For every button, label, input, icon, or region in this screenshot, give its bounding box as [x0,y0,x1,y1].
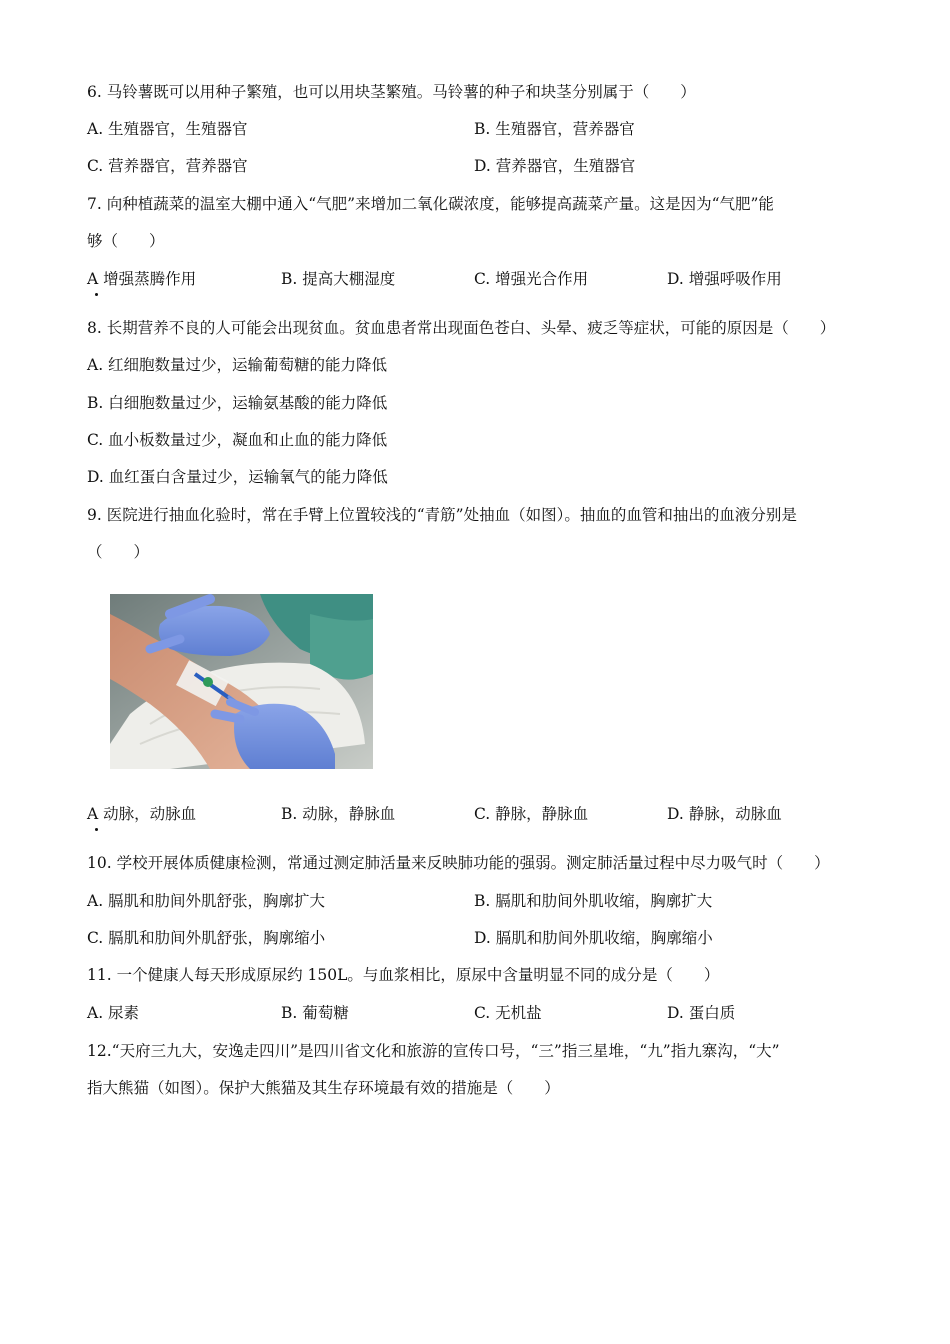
blood-draw-photo [110,594,373,769]
question-6-option-d: D. 营养器官，生殖器官 [474,157,636,175]
question-6-option-c: C. 营养器官，营养器官 [87,157,248,175]
option-dot-mark [95,293,98,296]
question-7-option-d: D. 增强呼吸作用 [667,270,782,288]
question-9-option-b: B. 动脉，静脉血 [281,805,396,823]
question-9-option-c: C. 静脉，静脉血 [474,805,589,823]
question-6-stem: 6. 马铃薯既可以用种子繁殖，也可以用块茎繁殖。马铃薯的种子和块茎分别属于（ ） [87,83,696,101]
question-10-option-b: B. 膈肌和肋间外肌收缩，胸廓扩大 [474,892,713,910]
question-7-stem-line-1: 7. 向种植蔬菜的温室大棚中通入“气肥”来增加二氧化碳浓度，能够提高蔬菜产量。这是因为“气肥”能 [87,195,774,213]
question-10-stem: 10. 学校开展体质健康检测，常通过测定肺活量来反映肺功能的强弱。测定肺活量过程中尽力吸气时（ ） [87,854,830,872]
question-12-stem-line-2: 指大熊猫（如图）。保护大熊猫及其生存环境最有效的措施是（ ） [87,1079,560,1097]
question-6-option-a: A. 生殖器官，生殖器官 [87,120,248,138]
question-10-option-a: A. 膈肌和肋间外肌舒张，胸廓扩大 [87,892,326,910]
question-7-option-b: B. 提高大棚湿度 [281,270,396,288]
question-6-option-b: B. 生殖器官，营养器官 [474,120,635,138]
question-8-option-c: C. 血小板数量过少，凝血和止血的能力降低 [87,431,388,449]
question-10-option-d: D. 膈肌和肋间外肌收缩，胸廓缩小 [474,929,713,947]
question-8-stem: 8. 长期营养不良的人可能会出现贫血。贫血患者常出现面色苍白、头晕、疲乏等症状，可能的原因是（ ） [87,319,836,337]
question-9-option-d: D. 静脉，动脉血 [667,805,782,823]
question-11-option-d: D. 蛋白质 [667,1004,736,1022]
question-8-option-b: B. 白细胞数量过少，运输氨基酸的能力降低 [87,394,388,412]
question-10-option-c: C. 膈肌和肋间外肌舒张，胸廓缩小 [87,929,326,947]
question-7-stem-line-2: 够（ ） [87,232,165,250]
question-9-stem-line-1: 9. 医院进行抽血化验时，常在手臂上位置较浅的“青筋”处抽血（如图）。抽血的血管和抽出的血液分别是 [87,506,797,524]
question-11-option-a: A. 尿素 [87,1004,140,1022]
question-11-stem: 11. 一个健康人每天形成原尿约 150L。与血浆相比，原尿中含量明显不同的成分是（ ） [87,966,720,984]
question-11-option-c: C. 无机盐 [474,1004,542,1022]
question-9-option-a: A 动脉，动脉血 [87,805,197,823]
question-8-option-d: D. 血红蛋白含量过少，运输氧气的能力降低 [87,468,388,486]
question-9-stem-line-2: （ ） [87,543,150,561]
question-11-option-b: B. 葡萄糖 [281,1004,349,1022]
question-12-stem-line-1: 12.“天府三九大，安逸走四川”是四川省文化和旅游的宣传口号，“三”指三星堆，“九”指九寨沟，“大” [87,1042,780,1060]
question-7-option-c: C. 增强光合作用 [474,270,589,288]
question-8-option-a: A. 红细胞数量过少，运输葡萄糖的能力降低 [87,356,388,374]
option-dot-mark [95,828,98,831]
question-7-option-a: A 增强蒸腾作用 [87,270,197,288]
